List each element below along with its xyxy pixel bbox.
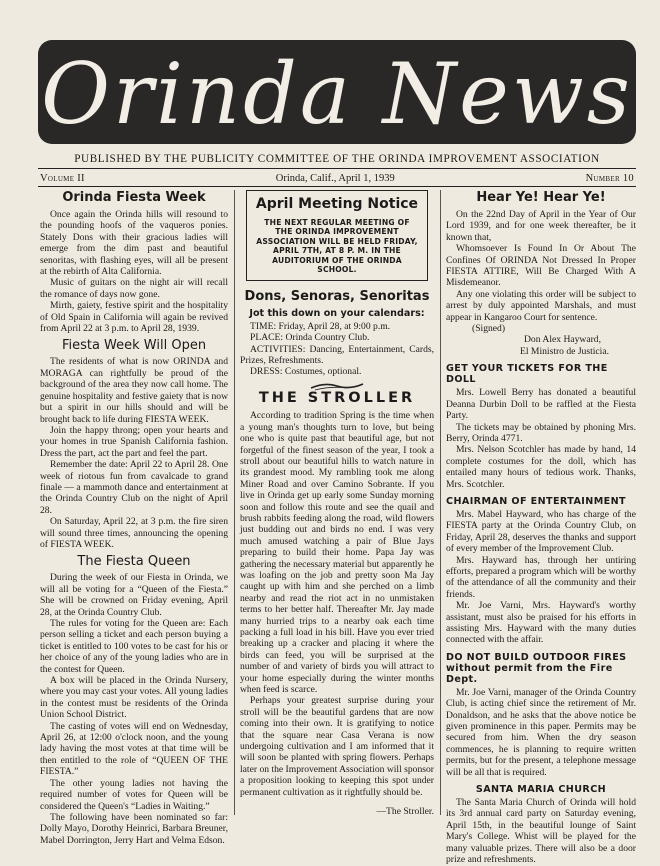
event-details-lead: Jot this down on your calendars: (249, 308, 425, 320)
event-time: TIME: Friday, April 28, at 9:00 p.m. (250, 320, 391, 332)
meeting-notice-text: THE NEXT REGULAR MEETING OF THE ORINDA IMPROVEMENT ASSOCIATION WILL BE HELD FRIDAY, APRIL 7TH, AT 8 P. M. IN THE AUDITORIUM OF THE ORINDA SCHOOL. (256, 218, 418, 275)
column-divider (234, 190, 235, 815)
paragraph: Whomsoever Is Found In Or About The Confines Of ORINDA Not Dressed In Proper FIESTA ATTIRE, Will Be Charged With A Misdemeanor. (446, 243, 636, 289)
paragraph: The casting of votes will end on Wednesday, April 26, at 12:00 o'clock noon, and the young lady having the most votes at that time will be then entitled to the role of “QUEEN OF THE FIESTA.” (40, 720, 228, 778)
paragraph: The following have been nominated so far: Dolly Mayo, Dorothy Heinrici, Barbara Breuner, Mabel Dorrington, Jerry Hart and Velma Edson. (40, 811, 228, 846)
article-title: Hear Ye! Hear Ye! (476, 190, 606, 205)
meeting-notice-title: April Meeting Notice (255, 196, 419, 212)
volume-label: Volume II (40, 173, 85, 184)
signature-title: El Ministro de Justicia. (520, 345, 609, 357)
event-activities: ACTIVITIES: Dancing, Entertainment, Cards, Prizes, Refreshments. (240, 343, 434, 367)
article-title: The Fiesta Queen (77, 554, 191, 570)
paragraph: The Santa Maria Church of Orinda will hold its 3rd annual card party on Saturday evening, April 15th, in the beautiful lounge of Saint Mary's College. Whist will be played for the many valuable prizes. There will also be a door prize and refreshments. (446, 797, 636, 866)
meeting-notice-box (246, 190, 428, 281)
paragraph: Mrs. Hayward has, through her untiring efforts, prepared a program which will be worthy of the attendance of all the community and their friends. (446, 554, 636, 600)
masthead-title: Orinda News (41, 45, 633, 143)
paragraph: According to tradition Spring is the time when a young man's thoughts turn to love, but being one who is quite past that beautiful age, but not forgetful of the finest season of the year, I took a stroll about our beautiful hills to watch nature in its grandest mood. My rambling took me along Miner Road and over Camino Sobrante. If you live in Orinda get up early some Sunday morning soon and follow this route and see the quail and brush rabbits feeding along the road, wild flowers just budding out and birds no end. I was very much amused watching a pair of Blue Jays preparing to build their home. Papa Jay was gathering the necessary material but apparently he was loafing on the job and pretty soon Ma Jay caught up with him and she perched on a limb nearby and read the riot act in no unmistaken terms to her better half. Thereafter Mr. Jay made many hurried trips to a nearby oak each time packing a full load in his bill. Have you ever tried breaking up a cracker and placing it where the birds can feed, you will be surprised at the number of and variety of birds you will attract to your home especially during the winter months when feed is scarce. (240, 410, 434, 696)
paragraph: Mirth, gaiety, festive spirit and the hospitality of Old Spain in California will again be revived from April 22 at 3 p.m. to April 28, 1939. (40, 300, 228, 335)
signed-label: (Signed) (472, 323, 506, 335)
top-rule (38, 168, 636, 169)
issue-number: Number 10 (585, 173, 634, 184)
paragraph: Any one violating this order will be subject to arrest by duly appointed Marshals, and must appear in Kangaroo Court for sentence. (446, 288, 636, 323)
paragraph: Join the happy throng; open your hearts and your homes in true Spanish California fashion. Dress the part, act the part and feel the part. (40, 424, 228, 459)
paragraph: During the week of our Fiesta in Orinda, we will all be voting for a “Queen of the Fiesta.” She will be crowned on Friday evening, April 28, at the Orinda Country Club. (40, 572, 228, 618)
column-3 (446, 190, 636, 866)
article-title: Fiesta Week Will Open (61, 338, 207, 354)
paragraph: Remember the date: April 22 to April 28. One week of riotous fun from cavalcade to grand finale — a mammoth dance and entertainment at the Orinda Country Club on the night of April 28. (40, 459, 228, 516)
paragraph: On Saturday, April 22, at 3 p.m. the fire siren will sound three times, announcing the opening of FIESTA WEEK. (40, 516, 228, 550)
column-divider (440, 190, 441, 815)
byline: —The Stroller. (376, 806, 434, 818)
column-1 (40, 190, 228, 846)
dateline: Orinda, Calif., April 1, 1939 (275, 173, 395, 184)
article-title: SANTA MARIA CHURCH (475, 784, 607, 796)
event-dress: DRESS: Costumes, optional. (250, 366, 362, 378)
article-title: Dons, Senoras, Senoritas (244, 289, 430, 305)
masthead-banner (38, 40, 636, 144)
paragraph: The other young ladies not having the required number of votes for Queen will be considered the Queen's “Ladies in Waiting.” (40, 777, 228, 812)
article-title: CHAIRMAN OF ENTERTAINMENT (446, 495, 626, 507)
paragraph: A box will be placed in the Orinda Nursery, where you may cast your votes. All young ladies in the contest must be residents of the Orinda Union School District. (40, 675, 228, 721)
paragraph: Once again the Orinda hills will resound to the pounding hoofs of the vaqueros ponies. Stately Dons with their gracious ladies will emerge from the dim past and beautiful senoritas, with flashing eyes, will all be present at the rebirth of Alta California. (40, 209, 228, 278)
paragraph: Mr. Joe Varni, Mrs. Hayward's worthy assistant, must also be praised for his efforts in assisting Mrs. Hayward with the many duties connected with the affair. (446, 600, 636, 646)
paragraph: Perhaps your greatest surprise during your stroll will be the beautiful gardens that are now coming into their own. It is gratifying to notice that the square near Casa Verana is now undergoing cultivation and I am informed that it will soon be planted with spring flowers. Perhaps later on the Improvement Association will sponsor a proposition looking to keeping this spot under permanent cultivation as it rightfully should be. (240, 695, 434, 798)
paragraph: Mr. Joe Varni, manager of the Orinda Country Club, is acting chief since the retirement of Mr. Donaldson, and he asks that the above notice be given prominence in this paper. Permits may be secured from him. When the dry season commences, he is planning to require written permits, but for the present, a telephone message will be all that is required. (446, 686, 636, 778)
event-place: PLACE: Orinda Country Club. (250, 332, 370, 344)
paragraph: The residents of what is now ORINDA and MORAGA can rightfully be proud of the background of the area they now call home. The genuine hospitality and festive gaiety that is now but a spirit in our hills should and will be brought back to life during FIESTA WEEK. (40, 356, 228, 425)
article-title: THE STROLLER (258, 389, 416, 406)
paragraph: The tickets may be obtained by phoning Mrs. Berry, Orinda 4771. (446, 421, 636, 444)
publisher-line: PUBLISHED BY THE PUBLICITY COMMITTEE OF THE ORINDA IMPROVEMENT ASSOCIATION (74, 153, 600, 165)
paragraph: The rules for voting for the Queen are: Each person selling a ticket and each person buying a ticket is entitled to 100 votes to be cast for his or her choice of any of the young ladies who are in the contest for Queen. (40, 618, 228, 675)
paragraph: Mrs. Lowell Berry has donated a beautiful Deanna Durbin Doll to be raffled at the Fiesta Party. (446, 387, 636, 422)
article-title: DO NOT BUILD OUTDOOR FIRES without permit from the Fire Dept. (446, 651, 627, 685)
column-2 (240, 190, 434, 818)
article-title: GET YOUR TICKETS FOR THE DOLL (446, 363, 608, 386)
signature-name: Don Alex Hayward, (524, 334, 601, 346)
issue-line (40, 173, 634, 184)
paragraph: Music of guitars on the night air will recall the romance of days now gone. (40, 277, 228, 300)
article-title: Orinda Fiesta Week (62, 190, 206, 205)
paragraph: Mrs. Mabel Hayward, who has charge of the FIESTA party at the Orinda Country Club, on Friday, April 28, deserves the thanks and support of every member of the Improvement Club. (446, 508, 636, 555)
bottom-rule (38, 186, 636, 187)
paragraph: Mrs. Nelson Scotchler has made by hand, 14 complete costumes for the doll, which has entailed many hours of tedious work. Thanks, Mrs. Scotchler. (446, 444, 636, 490)
event-details (240, 308, 434, 377)
paragraph: On the 22nd Day of April in the Year of Our Lord 1939, and for one week thereafter, be it known that, (446, 209, 636, 243)
